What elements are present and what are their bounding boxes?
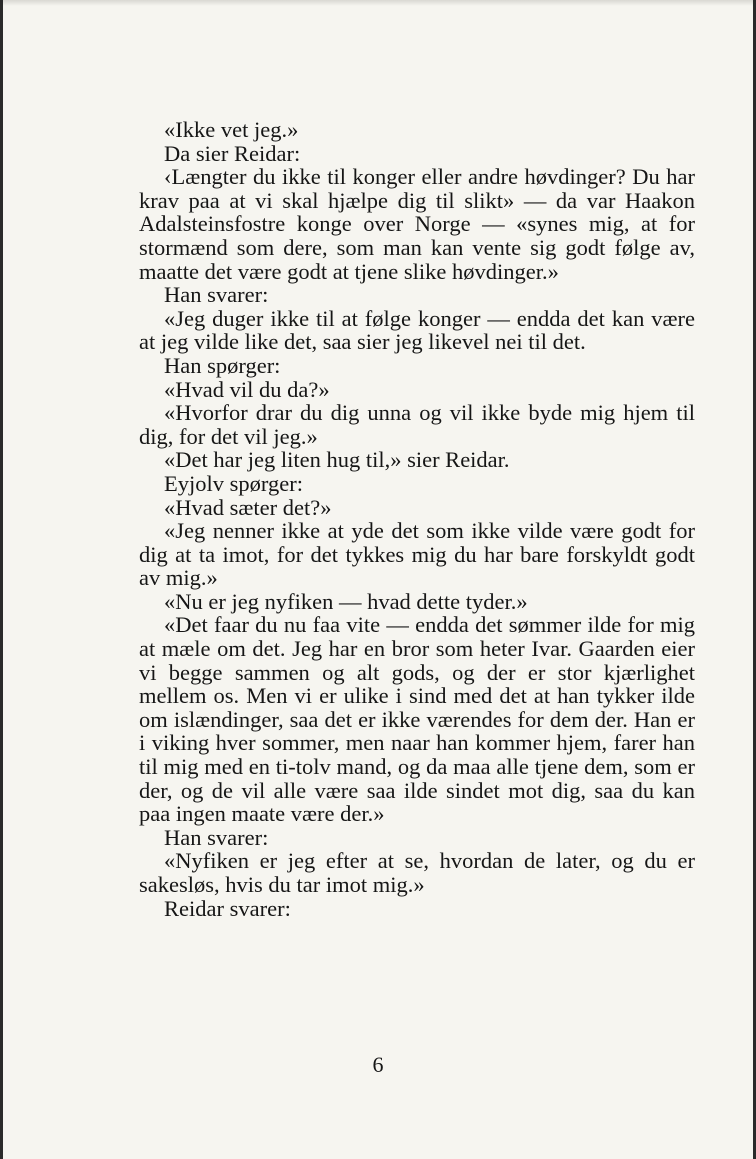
paragraph: «Hvorfor drar du dig unna og vil ikke byde mig hjem til dig, for det vil jeg.» bbox=[139, 400, 695, 449]
paragraph: «Hvad sæter det?» bbox=[164, 494, 332, 520]
page-top-edge bbox=[3, 0, 753, 6]
paragraph: Han spørger: bbox=[164, 352, 281, 378]
paragraph: Da sier Reidar: bbox=[164, 140, 301, 166]
paragraph: «Nyfiken er jeg efter at se, hvordan de later, og du er sakesløs, hvis du tar imot mig.» bbox=[139, 848, 695, 897]
paragraph: ‹Længter du ikke til konger eller andre høvdinger? Du har krav paa at vi skal hjælpe dig til slikt» — da var Haakon Adalsteinsfostre konge over Norge — «synes mig, at for stormænd som dere, som man kan vente sig godt følge av, maatte det være godt at tjene slike høvdinger.» bbox=[139, 164, 695, 284]
paragraph: «Nu er jeg nyfiken — hvad dette tyder.» bbox=[164, 588, 528, 614]
paragraph: «Det har jeg liten hug til,» sier Reidar. bbox=[164, 447, 510, 473]
paragraph: «Ikke vet jeg.» bbox=[164, 117, 299, 142]
paragraph: «Jeg duger ikke til at følge konger — endda det kan være at jeg vilde like det, saa sier jeg likevel nei til det. bbox=[139, 305, 695, 355]
paragraph: «Det faar du nu faa vite — endda det sømmer ilde for mig at mæle om det. Jeg har en bror som heter Ivar. Gaarden eier vi begge sammen og alt gods, og der er stor kjærlighet mellem os. Men vi er ulike i sind med det at han tykker ilde om islændinger, saa det er ikke værendes for dem der. Han er i viking hver sommer, men naar han kommer hjem, farer han til mig med en ti-tolv mand, og da maa alle tjene dem, som er der, og de vil alle være saa ilde sindet mot dig, saa du kan paa ingen maate være der.» bbox=[139, 612, 695, 827]
paragraph: Eyjolv spørger: bbox=[164, 470, 303, 496]
paragraph: «Hvad vil du da?» bbox=[164, 376, 330, 402]
paragraph: Reidar svarer: bbox=[164, 895, 291, 921]
paragraph: «Jeg nenner ikke at yde det som ikke vilde være godt for dig at ta imot, for det tykkes mig du har bare forskyldt godt av mig.» bbox=[139, 518, 695, 591]
body-text bbox=[139, 118, 695, 920]
paragraph: Han svarer: bbox=[164, 282, 269, 308]
page-number: 6 bbox=[372, 1052, 384, 1077]
paragraph: Han svarer: bbox=[164, 824, 269, 850]
